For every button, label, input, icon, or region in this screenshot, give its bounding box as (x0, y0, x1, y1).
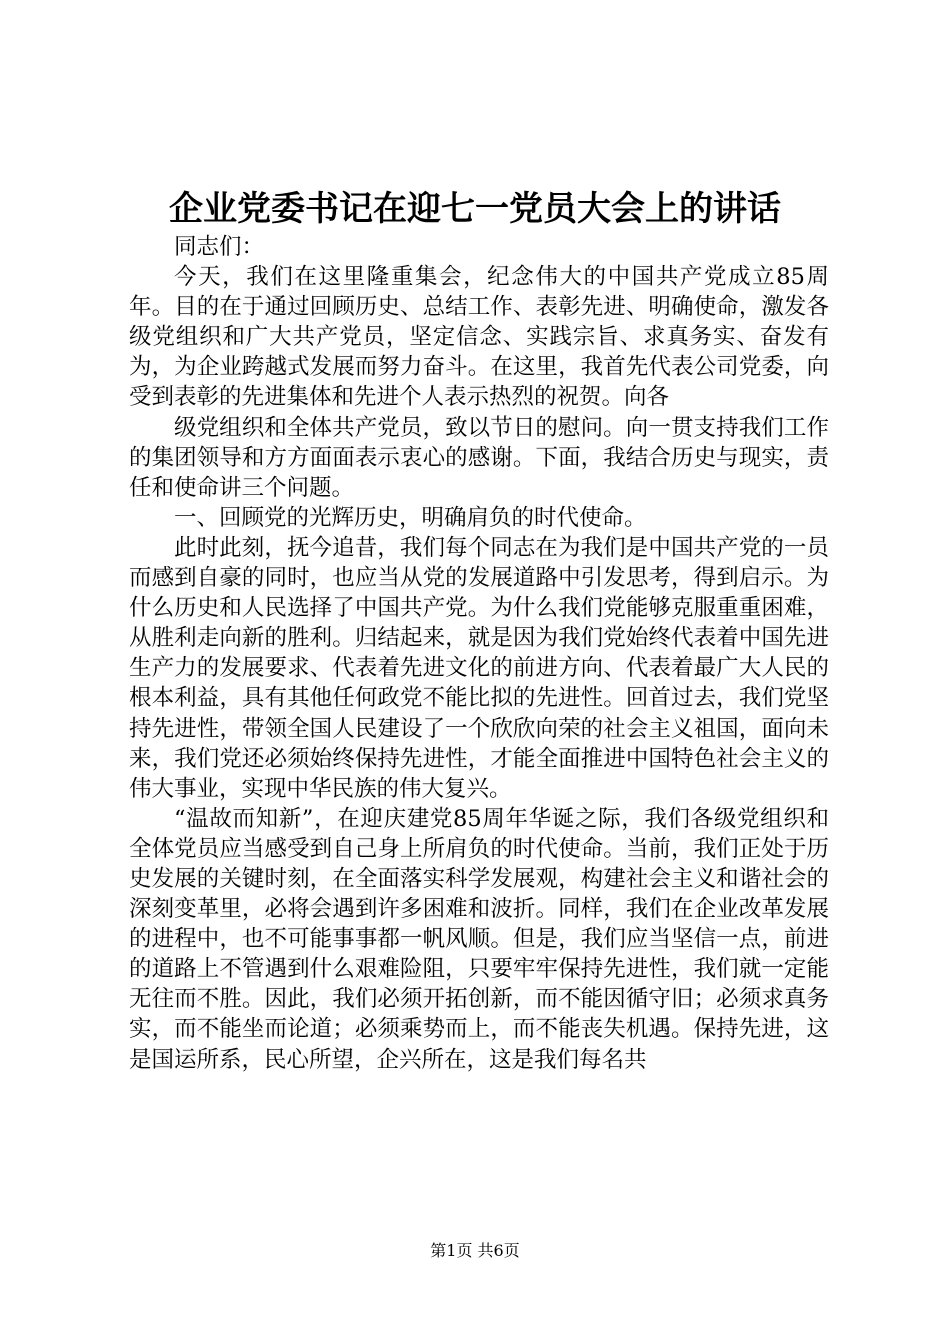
document-body (129, 232, 829, 1075)
paragraph: “温故而知新”，在迎庆建党85周年华诞之际，我们各级党组织和全体党员应当感受到自己身上所肩负的时代使命。当前，我们正处于历史发展的关键时刻，在全面落实科学发展观，构建社会主义和谐社会的深刻变革里，必将会遇到许多困难和波折。同样，我们在企业改革发展的进程中，也不可能事事都一帆风顺。但是，我们应当坚信一点，前进的道路上不管遇到什么艰难险阻，只要牢牢保持先进性，我们就一定能无往而不胜。因此，我们必须开拓创新，而不能因循守旧；必须求真务实，而不能坐而论道；必须乘势而上，而不能丧失机遇。保持先进，这是国运所系，民心所望，企兴所在，这是我们每名共 (129, 805, 829, 1073)
paragraph: 今天，我们在这里隆重集会，纪念伟大的中国共产党成立85周年。目的在于通过回顾历史、总结工作、表彰先进、明确使命，激发各级党组织和广大共产党员，坚定信念、实践宗旨、求真务实、奋发有为，为企业跨越式发展而努力奋斗。在这里，我首先代表公司党委，向受到表彰的先进集体和先进个人表示热烈的祝贺。向各 (129, 264, 829, 411)
section-heading: 一、回顾党的光辉历史，明确肩负的时代使命。 (174, 504, 647, 531)
paragraph: 级党组织和全体共产党员，致以节日的慰问。向一贯支持我们工作的集团领导和方方面面表示衷心的感谢。下面，我结合历史与现实，责任和使命讲三个问题。 (129, 414, 829, 501)
salutation: 同志们： (174, 234, 265, 260)
page-number-footer: 第1页 共6页 (430, 1241, 520, 1260)
paragraph: 此时此刻，抚今追昔，我们每个同志在为我们是中国共产党的一员而感到自豪的同时，也应当从党的发展道路中引发思考，得到启示。为什么历史和人民选择了中国共产党。为什么我们党能够克服重重困难，从胜利走向新的胜利。归结起来，就是因为我们党始终代表着中国先进生产力的发展要求、代表着先进文化的前进方向、代表着最广大人民的根本利益，具有其他任何政党不能比拟的先进性。回首过去，我们党坚持先进性，带领全国人民建设了一个欣欣向荣的社会主义祖国，面向未来，我们党还必须始终保持先进性，才能全面推进中国特色社会主义的伟大事业，实现中华民族的伟大复兴。 (129, 534, 829, 802)
document-title: 企业党委书记在迎七一党员大会上的讲话 (169, 189, 781, 229)
